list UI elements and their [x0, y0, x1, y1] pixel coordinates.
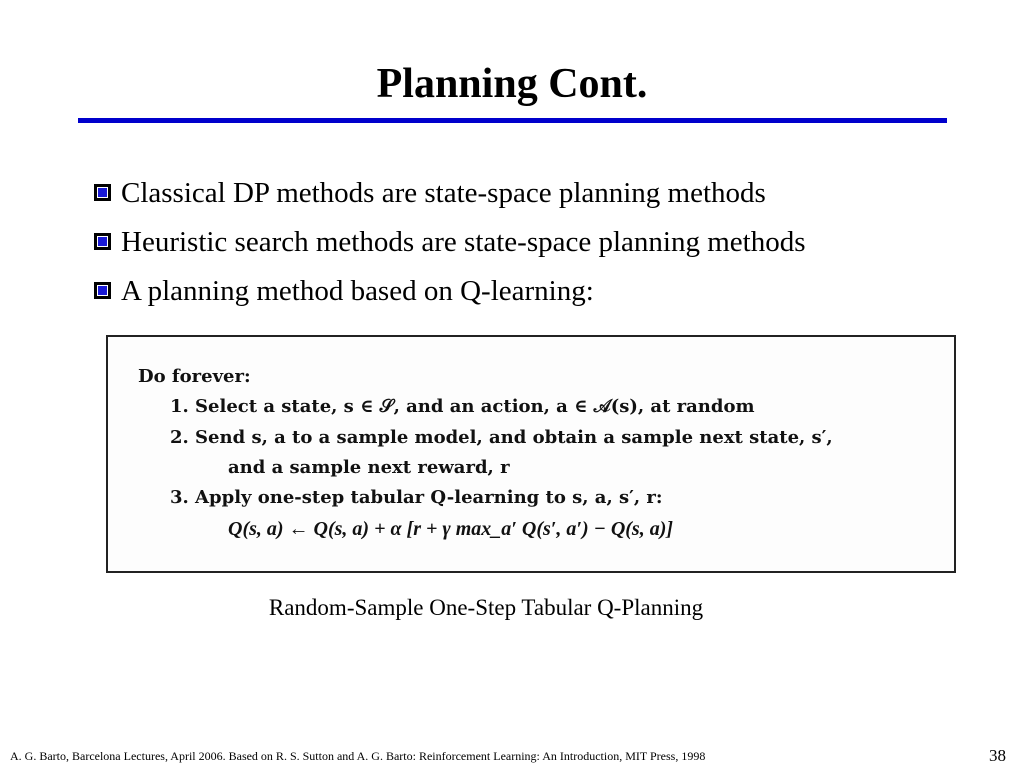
footer-citation: A. G. Barto, Barcelona Lectures, April 2006. Based on R. S. Sutton and A. G. Barto: Reinforcement Learning: An Introduction, MIT Press, 1998: [10, 749, 706, 763]
algorithm-step-1: 1. Select a state, s ∈ 𝒮, and an action, a ∈ 𝒜(s), at random: [170, 396, 755, 417]
algorithm-box: [106, 335, 956, 573]
bullet-item: [86, 217, 806, 266]
bullet-item: [86, 266, 806, 315]
algorithm-step-3: 3. Apply one-step tabular Q-learning to s, a, s′, r:: [170, 487, 663, 508]
figure-caption: Random-Sample One-Step Tabular Q-Planning: [268, 595, 704, 620]
page-number: 38: [989, 746, 1006, 765]
bullet-list: [86, 168, 806, 315]
q-update-formula: Q(s, a) ← Q(s, a) + α [r + γ max_a′ Q(s′, a′) − Q(s, a)]: [228, 518, 674, 540]
bullet-text: A planning method based on Q-learning:: [121, 274, 594, 307]
square-bullet-icon: [94, 282, 111, 299]
algorithm-step-2-continued: and a sample next reward, r: [228, 457, 510, 478]
algorithm-step-2: 2. Send s, a to a sample model, and obtain a sample next state, s′,: [170, 427, 833, 448]
bullet-item: [86, 168, 806, 217]
title-underline: [78, 118, 947, 123]
slide-title: Planning Cont.: [376, 61, 648, 107]
algorithm-header: Do forever:: [138, 366, 251, 387]
square-bullet-icon: [94, 233, 111, 250]
square-bullet-icon: [94, 184, 111, 201]
bullet-text: Heuristic search methods are state-space planning methods: [121, 225, 806, 258]
bullet-text: Classical DP methods are state-space planning methods: [121, 176, 766, 209]
